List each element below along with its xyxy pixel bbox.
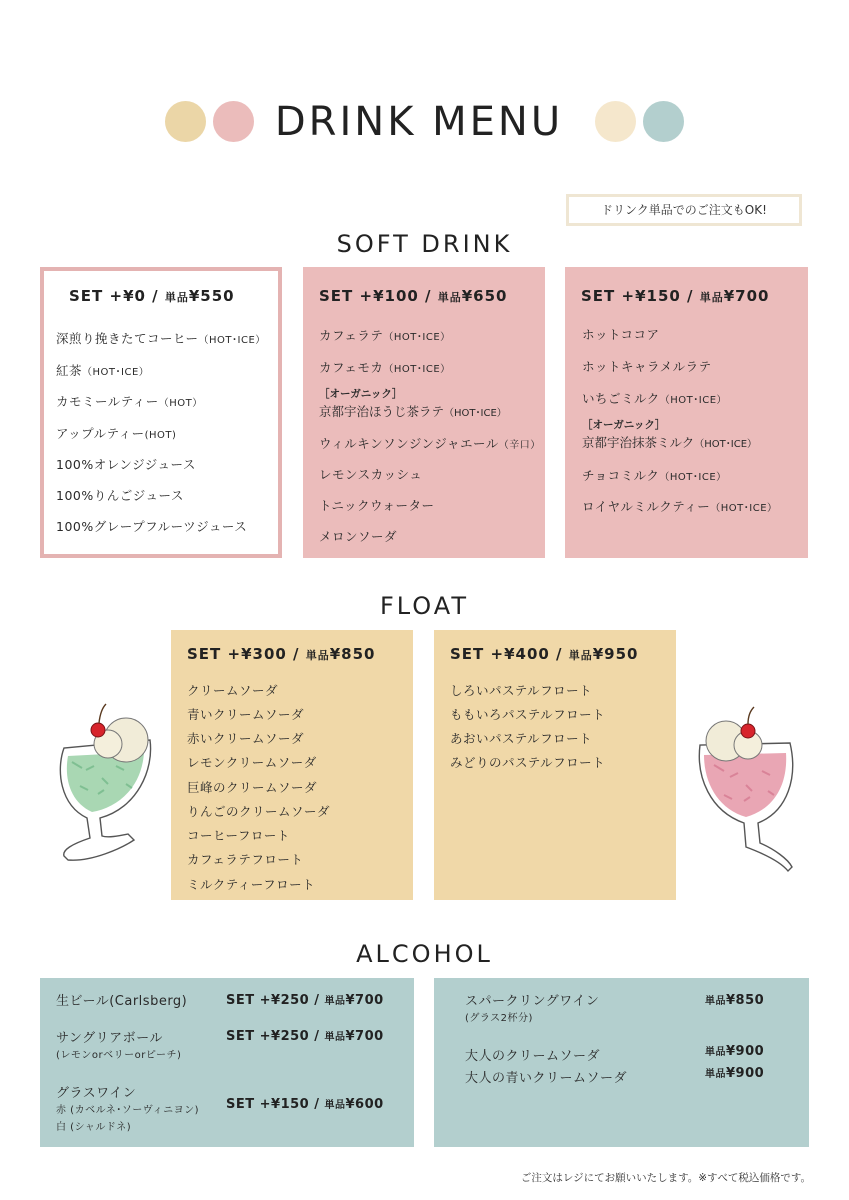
alcohol-price: SET +¥150 / 単品¥600	[226, 1097, 384, 1112]
alcohol-item-sub: 赤 (カベルネ･ソーヴィニヨン)	[56, 1105, 200, 1116]
set-price-header	[581, 287, 770, 305]
menu-item: カフェモカ（HOT･ICE）	[319, 360, 451, 375]
set-price-header	[319, 287, 508, 305]
header-dot-teal	[643, 101, 684, 142]
set-price: SET +¥100 /	[319, 287, 438, 305]
menu-item: アップルティー(HOT)	[56, 426, 177, 441]
menu-item: 赤いクリームソーダ	[187, 731, 305, 746]
menu-item: クリームソーダ	[187, 683, 279, 698]
section-title-alcohol: ALCOHOL	[356, 940, 493, 968]
green-float-glass-illustration	[42, 700, 167, 870]
header-dot-yellow	[165, 101, 206, 142]
alcohol-item-sangria: サングリアボール	[56, 1031, 163, 1046]
float-box-set300	[171, 630, 413, 900]
menu-item: みどりのパステルフロート	[450, 755, 606, 770]
alcohol-item-glass-wine: グラスワイン	[56, 1086, 137, 1101]
menu-item: ［オーガニック］ 京都宇治抹茶ミルク（HOT･ICE）	[582, 419, 758, 450]
menu-item: 巨峰のクリームソーダ	[187, 780, 318, 795]
alcohol-price: SET +¥250 / 単品¥700	[226, 993, 384, 1008]
menu-item: コーヒーフロート	[187, 828, 290, 843]
alcohol-item-sub: (レモンorベリーorピーチ)	[56, 1050, 182, 1061]
menu-item: いちごミルク（HOT･ICE）	[582, 391, 728, 406]
menu-item: 100%りんごジュース	[56, 488, 184, 503]
menu-item: ミルクティーフロート	[187, 877, 316, 892]
header-dot-cream	[595, 101, 636, 142]
menu-item: カフェラテ（HOT･ICE）	[319, 328, 451, 343]
soft-drink-box-set150	[565, 267, 808, 558]
single-label: 単品	[437, 291, 462, 304]
set-price: SET +¥300 /	[187, 645, 306, 663]
single-label: 単品	[568, 649, 593, 662]
section-title-float: FLOAT	[379, 592, 469, 620]
pink-float-glass-illustration	[684, 705, 809, 880]
menu-item: レモンスカッシュ	[319, 467, 423, 482]
alcohol-item-adult-blue-cream-soda: 大人の青いクリームソーダ	[465, 1071, 628, 1086]
menu-item: 100%オレンジジュース	[56, 457, 196, 472]
header-dot-pink	[213, 101, 254, 142]
alcohol-item-sub: (グラス2杯分)	[465, 1013, 533, 1024]
menu-item: しろいパステルフロート	[450, 683, 593, 698]
single-label: 単品	[305, 649, 330, 662]
menu-item: ロイヤルミルクティー（HOT･ICE）	[582, 499, 778, 514]
menu-item: メロンソーダ	[319, 529, 398, 544]
single-label: 単品	[164, 291, 189, 304]
menu-item: 深煎り挽きたてコーヒー（HOT･ICE）	[56, 331, 266, 346]
alcohol-item-sparkling: スパークリングワイン	[465, 994, 600, 1009]
single-price: ¥850	[329, 645, 376, 663]
alcohol-item-beer: 生ビール(Carlsberg)	[56, 994, 188, 1009]
float-box-set400	[434, 630, 676, 900]
set-price-header	[450, 645, 639, 663]
single-price: ¥700	[723, 287, 770, 305]
menu-item: チョコミルク（HOT･ICE）	[582, 468, 727, 483]
menu-item: ホットココア	[582, 327, 660, 342]
alcohol-price: 単品¥900	[705, 1044, 765, 1059]
menu-item: ももいろパステルフロート	[450, 707, 606, 722]
single-price: ¥650	[461, 287, 508, 305]
alcohol-price: 単品¥900	[705, 1066, 765, 1081]
single-order-note: ドリンク単品でのご注文もOK!	[566, 194, 802, 226]
set-price: SET +¥400 /	[450, 645, 569, 663]
set-price: SET +¥150 /	[581, 287, 700, 305]
menu-item: レモンクリームソーダ	[187, 755, 317, 770]
single-label: 単品	[699, 291, 724, 304]
menu-item: トニックウォーター	[319, 498, 435, 513]
set-price: SET +¥0 /	[69, 287, 165, 305]
alcohol-item-sub: 白 (シャルドネ)	[56, 1122, 132, 1133]
soft-drink-box-set0	[40, 267, 282, 558]
menu-item: 青いクリームソーダ	[187, 707, 305, 722]
menu-item: りんごのクリームソーダ	[187, 804, 331, 819]
menu-item: あおいパステルフロート	[450, 731, 593, 746]
footer-note: ご注文はレジにてお願いいたします。※すべて税込価格です。	[520, 1172, 811, 1184]
alcohol-price: 単品¥850	[705, 993, 765, 1008]
alcohol-box-left	[40, 978, 414, 1147]
menu-item: 100%グレープフルーツジュース	[56, 519, 248, 534]
alcohol-item-adult-cream-soda: 大人のクリームソーダ	[465, 1049, 601, 1064]
page-title: DRINK MENU	[274, 99, 564, 145]
alcohol-box-right	[434, 978, 809, 1147]
menu-item: カモミールティー（HOT）	[56, 394, 203, 409]
set-price-header	[187, 645, 376, 663]
menu-item: 紅茶（HOT･ICE）	[56, 363, 150, 378]
menu-item: カフェラテフロート	[187, 852, 304, 867]
alcohol-price: SET +¥250 / 単品¥700	[226, 1029, 384, 1044]
menu-item: ［オーガニック］ 京都宇治ほうじ茶ラテ（HOT･ICE）	[319, 388, 507, 419]
menu-item: ウィルキンソンジンジャエール（辛口）	[319, 436, 541, 451]
set-price-header	[69, 287, 235, 305]
menu-item: ホットキャラメルラテ	[582, 359, 712, 374]
single-price: ¥550	[188, 287, 235, 305]
section-title-soft-drink: SOFT DRINK	[336, 230, 513, 258]
soft-drink-box-set100	[303, 267, 545, 558]
single-price: ¥950	[592, 645, 639, 663]
